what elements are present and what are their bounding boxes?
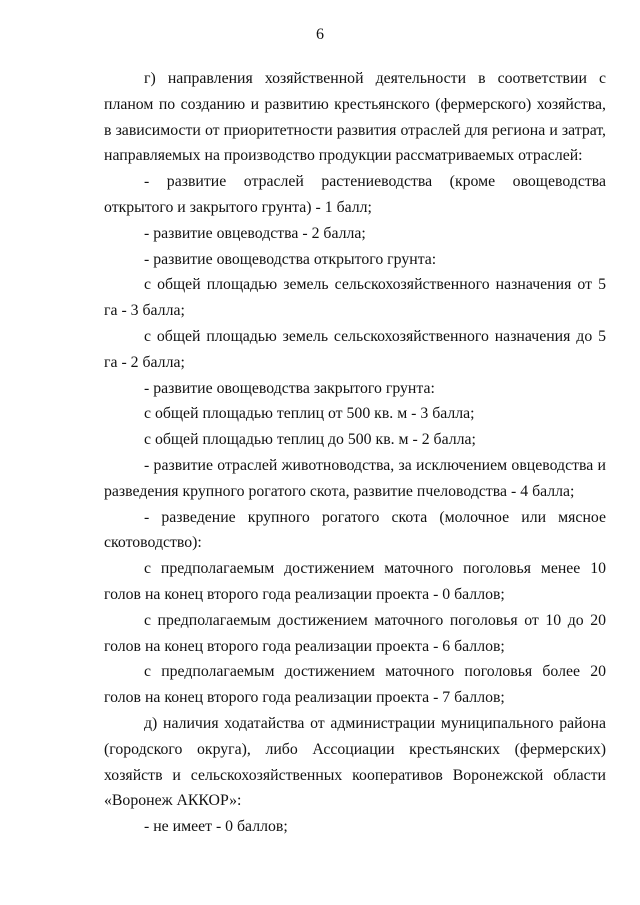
paragraph-land-to-5ha: с общей площадью земель сельскохозяйственного назначения до 5 га - 2 балла; (104, 327, 606, 371)
paragraph-herd-less-10: с предполагаемым достижением маточного поголовья менее 10 голов на конец второго года реализации проекта - 0 баллов; (104, 560, 606, 603)
paragraph-criterion-g: г) направления хозяйственной деятельности в соответствии с планом по созданию и развитию крестьянского (фермерского) хозяйства, в зависимости от приоритетности развития отраслей для региона и затрат, направляемых на производство продукции рассматриваемых отраслей: (104, 70, 606, 165)
paragraph-criterion-d: д) наличия ходатайства от администрации муниципального района (городского округа), либо Ассоциации крестьянских (фермерских) хозяйств и сельскохозяйственных кооперативов Воронежской области «Воронеж АККОР»: (104, 714, 606, 810)
paragraph-greenhouse-to-500: с общей площадью теплиц до 500 кв. м - 2 балла; (144, 431, 476, 449)
paragraph-sheep-breeding: - развитие овцеводства - 2 балла; (144, 224, 366, 242)
paragraph-closed-ground-vegetables: - развитие овощеводства закрытого грунта: (144, 379, 435, 397)
paragraph-crop-farming: - развитие отраслей растениеводства (кроме овощеводства открытого и закрытого грунта) - 1 балл; (104, 173, 606, 216)
paragraph-no-petition: - не имеет - 0 баллов; (144, 818, 288, 836)
paragraph-herd-10-20: с предполагаемым достижением маточного поголовья от 10 до 20 голов на конец второго года реализации проекта - 6 баллов; (104, 611, 606, 655)
paragraph-greenhouse-from-500: с общей площадью теплиц от 500 кв. м - 3 балла; (144, 405, 475, 423)
paragraph-land-from-5ha: с общей площадью земель сельскохозяйственного назначения от 5 га - 3 балла; (104, 276, 606, 320)
page-number: 6 (316, 26, 324, 43)
paragraph-cattle: - разведение крупного рогатого скота (молочное или мясное скотоводство): (104, 508, 606, 552)
paragraph-open-ground-vegetables: - развитие овощеводства открытого грунта: (144, 250, 437, 268)
paragraph-livestock: - развитие отраслей животноводства, за исключением овцеводства и разведения крупного рогатого скота, развитие пчеловодства - 4 балла; (104, 456, 606, 500)
paragraph-herd-more-20: с предполагаемым достижением маточного поголовья более 20 голов на конец второго года реализации проекта - 7 баллов; (104, 663, 606, 707)
document-body (104, 66, 606, 840)
